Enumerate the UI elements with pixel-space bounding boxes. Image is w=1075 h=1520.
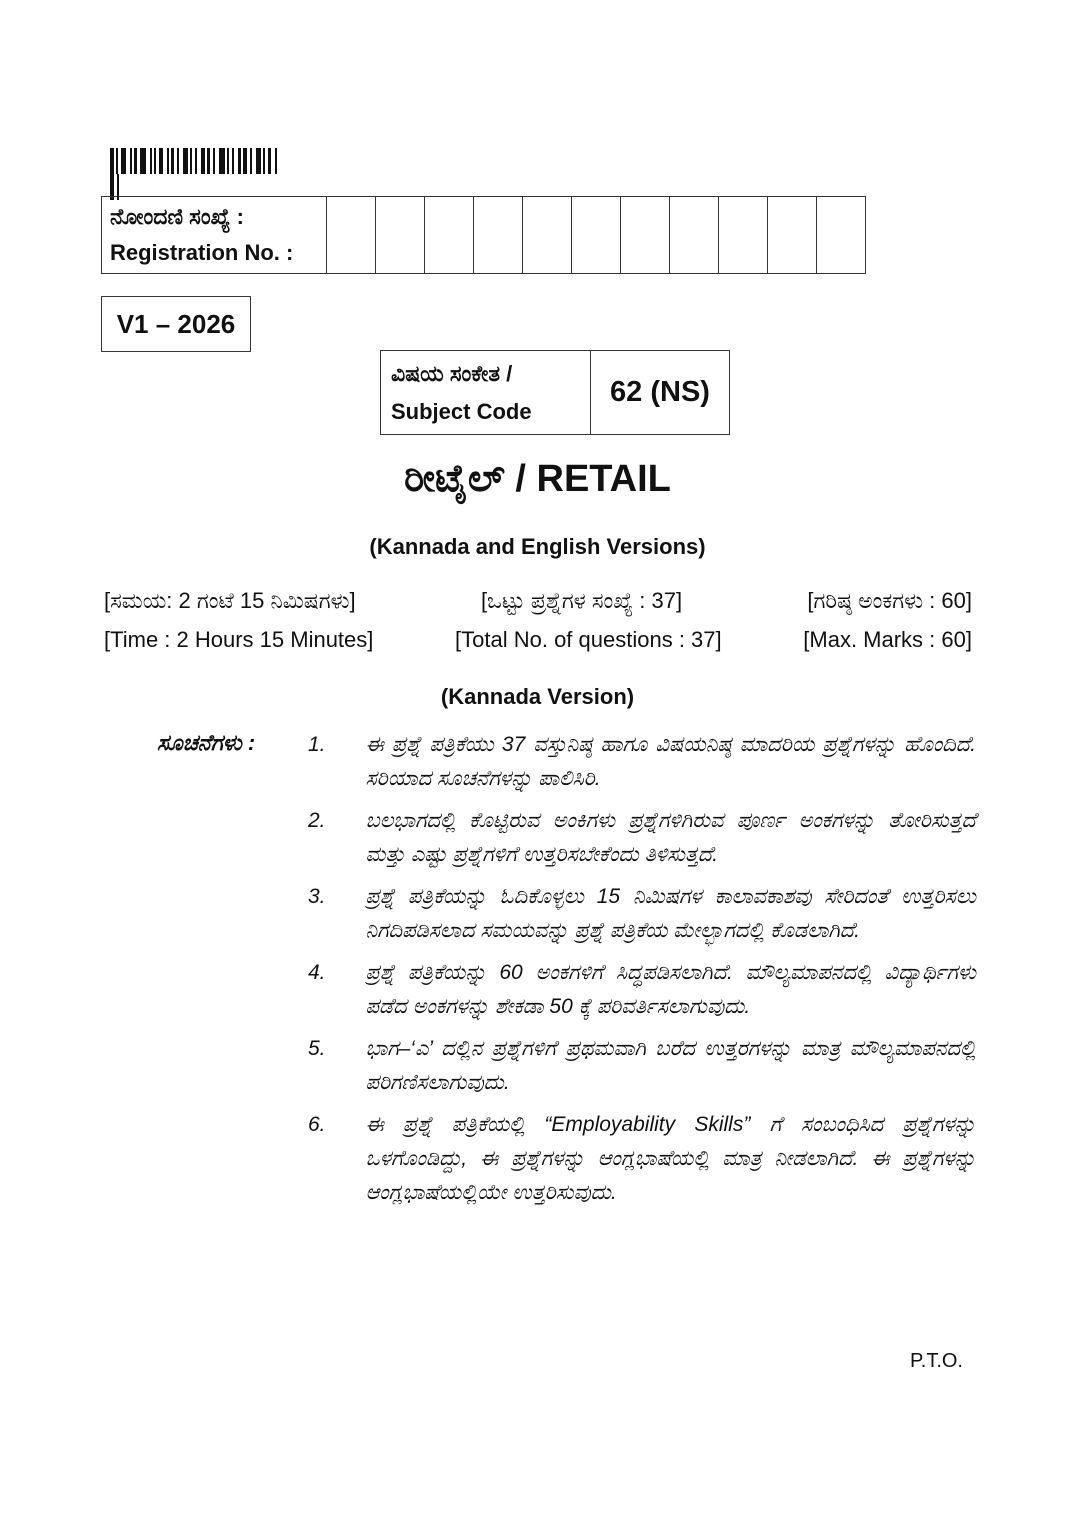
barcode-bar <box>134 148 137 174</box>
instruction-number: 5. <box>308 1037 326 1060</box>
subject-code-label-english: Subject Code <box>391 398 532 424</box>
barcode-bar <box>243 148 247 174</box>
instruction-text: ಪ್ರಶ್ನೆ ಪತ್ರಿಕೆಯನ್ನು ಓದಿಕೊಳ್ಳಲು 15 ನಿಮಿಷಗಳ ಕಾಲಾವಕಾಶವು ಸೇರಿದಂತೆ ಉತ್ತರಿಸಲು ನಿಗದಿಪಡಿಸಲಾದ ಸಮಯವನ್ನು ಪ್ರಶ್ನೆ ಪತ್ರಿಕೆಯ ಮೇಲ್ಭಾಗದಲ್ಲಿ ಕೊಡಲಾಗಿದೆ. <box>365 885 976 942</box>
instruction-text: ಈ ಪ್ರಶ್ನೆ ಪತ್ರಿಕೆಯಲ್ಲಿ “Employability Skills” ಗೆ ಸಂಬಂಧಿಸಿದ ಪ್ರಶ್ನೆಗಳನ್ನು ಒಳಗೊಂಡಿದ್ದು, ಈ ಪ್ರಶ್ನೆಗಳನ್ನು ಆಂಗ್ಲಭಾಷೆಯಲ್ಲಿ ಮಾತ್ರ ನೀಡಲಾಗಿದೆ. ಈ ಪ್ರಶ್ನೆಗಳನ್ನು ಆಂಗ್ಲಭಾಷೆಯಲ್ಲಿಯೇ ಉತ್ತರಿಸುವುದು. <box>365 1113 976 1204</box>
version-code: V1 – 2026 <box>101 296 251 352</box>
registration-digit-box[interactable] <box>327 197 376 274</box>
barcode-bar <box>116 148 118 174</box>
registration-digit-box[interactable] <box>670 197 719 274</box>
instructions-list <box>300 728 976 1218</box>
registration-digit-box[interactable] <box>376 197 425 274</box>
instruction-number: 1. <box>308 733 326 756</box>
barcode-bar <box>150 148 152 174</box>
subject-code-table <box>380 350 730 435</box>
barcode-bar <box>167 148 169 174</box>
instruction-text: ಪ್ರಶ್ನೆ ಪತ್ರಿಕೆಯನ್ನು 60 ಅಂಕಗಳಿಗೆ ಸಿದ್ಧಪಡಿಸಲಾಗಿದೆ. ಮೌಲ್ಯಮಾಪನದಲ್ಲಿ ವಿದ್ಯಾರ್ಥಿಗಳು ಪಡೆದ ಅಂಕಗಳನ್ನು ಶೇಕಡಾ 50 ಕ್ಕೆ ಪರಿವರ್ತಿಸಲಾಗುವುದು. <box>365 961 976 1018</box>
barcode-bar <box>238 148 241 174</box>
instruction-item <box>300 728 976 796</box>
question-count-kannada: [ಒಟ್ಟು ಪ್ರಶ್ನೆಗಳ ಸಂಖ್ಯೆ : 37] <box>480 588 683 613</box>
instruction-text: ಭಾಗ–‘ಎ’ ದಲ್ಲಿನ ಪ್ರಶ್ನೆಗಳಿಗೆ ಪ್ರಥಮವಾಗಿ ಬರೆದ ಉತ್ತರಗಳನ್ನು ಮಾತ್ರ ಮೌಲ್ಯಮಾಪನದಲ್ಲಿ ಪರಿಗಣಿಸಲಾಗುವುದು. <box>365 1037 976 1094</box>
barcode-bar <box>121 148 126 174</box>
barcode-bar <box>213 148 215 174</box>
registration-digit-box[interactable] <box>523 197 572 274</box>
registration-digit-box[interactable] <box>474 197 523 274</box>
barcode-bar <box>207 148 210 174</box>
instruction-item <box>300 880 976 948</box>
registration-digit-box[interactable] <box>572 197 621 274</box>
barcode-bar <box>140 148 146 174</box>
instruction-text: ಬಲಭಾಗದಲ್ಲಿ ಕೊಟ್ಟಿರುವ ಅಂಕಿಗಳು ಪ್ರಶ್ನೆಗಳಿಗಿರುವ ಪೂರ್ಣ ಅಂಕಗಳನ್ನು ತೋರಿಸುತ್ತದೆ ಮತ್ತು ಎಷ್ಟು ಪ್ರಶ್ನೆಗಳಿಗೆ ಉತ್ತರಿಸಬೇಕೆಂದು ತಿಳಿಸುತ್ತದೆ. <box>365 809 976 866</box>
subject-code-label <box>381 351 591 435</box>
registration-label-kannada: ನೋಂದಣಿ ಸಂಖ್ಯೆ : <box>110 204 244 229</box>
instruction-item <box>300 1032 976 1100</box>
instruction-number: 2. <box>308 809 326 832</box>
instruction-item <box>300 804 976 872</box>
barcode-bar <box>195 148 197 174</box>
barcode-bar <box>227 148 229 174</box>
registration-number-table <box>101 196 866 274</box>
barcode-bar <box>250 148 252 174</box>
subject-code-value: 62 (NS) <box>591 351 730 435</box>
barcode-bar <box>177 148 179 174</box>
section-heading: (Kannada Version) <box>440 684 635 709</box>
exam-meta-kannada <box>104 588 972 614</box>
barcode-bar <box>268 148 271 174</box>
barcode-bar <box>110 148 114 174</box>
exam-meta-english <box>104 627 972 653</box>
barcode-bar <box>232 148 234 174</box>
barcode-bar <box>183 148 188 174</box>
barcode-bar <box>159 148 163 174</box>
registration-label-english: Registration No. : <box>110 240 294 265</box>
barcode-bar <box>256 148 261 174</box>
max-marks-english: [Max. Marks : 60] <box>803 627 972 652</box>
registration-label <box>102 197 327 274</box>
instruction-number: 6. <box>308 1113 326 1136</box>
instruction-item <box>300 956 976 1024</box>
question-count-english: [Total No. of questions : 37] <box>455 627 722 652</box>
registration-digit-box[interactable] <box>817 197 866 274</box>
paper-subtitle: (Kannada and English Versions) <box>369 534 706 559</box>
barcode <box>110 148 282 174</box>
instruction-item <box>300 1108 976 1210</box>
paper-title: ರೀಟೈಲ್ / RETAIL <box>404 458 671 500</box>
barcode-bar <box>201 148 205 174</box>
instruction-text: ಈ ಪ್ರಶ್ನೆ ಪತ್ರಿಕೆಯು 37 ವಸ್ತುನಿಷ್ಠ ಹಾಗೂ ವಿಷಯನಿಷ್ಠ ಮಾದರಿಯ ಪ್ರಶ್ನೆಗಳನ್ನು ಹೊಂದಿದೆ. ಸರಿಯಾದ ಸೂಚನೆಗಳನ್ನು ಪಾಲಿಸಿರಿ. <box>365 733 976 790</box>
barcode-bar <box>154 148 156 174</box>
instruction-number: 3. <box>308 885 326 908</box>
barcode-bar <box>171 148 174 174</box>
registration-digit-box[interactable] <box>719 197 768 274</box>
barcode-bar <box>263 148 265 174</box>
registration-digit-box[interactable] <box>621 197 670 274</box>
instruction-number: 4. <box>308 961 326 984</box>
barcode-bar <box>219 148 225 174</box>
barcode-bar <box>275 148 277 174</box>
max-marks-kannada: [ಗರಿಷ್ಠ ಅಂಕಗಳು : 60] <box>807 588 972 613</box>
registration-digit-box[interactable] <box>768 197 817 274</box>
time-english: [Time : 2 Hours 15 Minutes] <box>104 627 374 652</box>
barcode-bar <box>190 148 192 174</box>
please-turn-over: P.T.O. <box>910 1350 963 1372</box>
subject-code-label-kannada: ವಿಷಯ ಸಂಕೇತ / <box>391 360 513 386</box>
barcode-bar <box>130 148 132 174</box>
instructions-heading: ಸೂಚನೆಗಳು : <box>157 730 256 755</box>
time-kannada: [ಸಮಯ: 2 ಗಂಟೆ 15 ನಿಮಿಷಗಳು] <box>104 588 356 613</box>
registration-digit-box[interactable] <box>425 197 474 274</box>
